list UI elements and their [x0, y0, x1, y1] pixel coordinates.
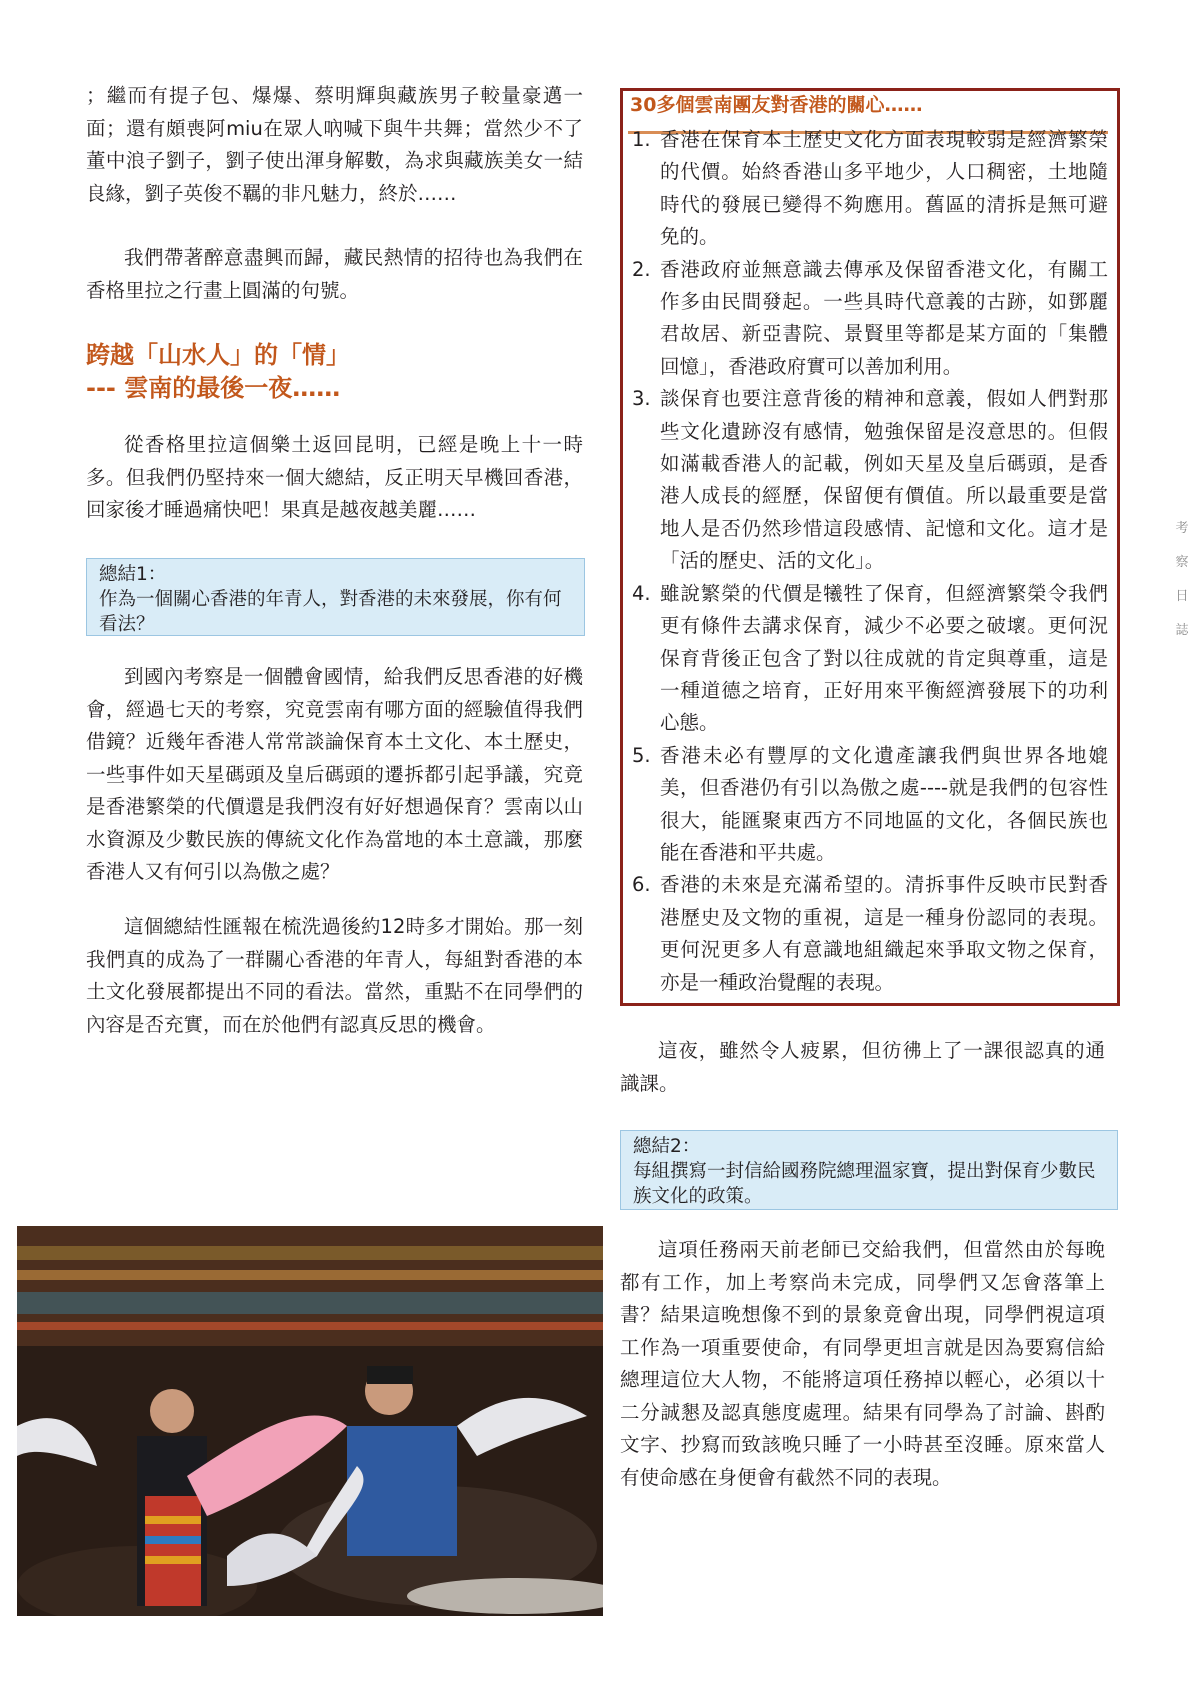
summary-box-1: [86, 558, 585, 636]
side-label-char: 考: [1175, 521, 1189, 536]
summary-1-title: 總結1：: [99, 564, 167, 585]
intro-paragraph: ；繼而有提子包、爆爆、蔡明輝與藏族男子較量豪邁一面；還有頗喪阿miu在眾人吶喊下與牛共舞；當然少不了董中浪子劉子，劉子使出渾身解數，為求與藏族美女一結良緣，劉子英俊不羈的非凡魅力，終於……: [86, 84, 583, 205]
dance-photo-illustration: [17, 1226, 603, 1616]
list-item: 2. 香港政府並無意識去傳承及保留香港文化，有關工作多由民間發起。一些具時代意義的古跡，如鄧麗君故居、新亞書院、景賢里等都是某方面的「集體回憶」，香港政府實可以善加利用。: [632, 257, 1108, 378]
side-label: [1174, 512, 1190, 648]
summary-1-body: 作為一個關心香港的年青人，對香港的未來發展，你有何看法？: [99, 589, 562, 635]
section-heading-line2: --- 雲南的最後一夜……: [86, 374, 341, 402]
concerns-box-title: 30多個雲南團友對香港的關心……: [630, 93, 928, 117]
list-item: 5. 香港未必有豐厚的文化遺產讓我們與世界各地媲美，但香港仍有引以為傲之處----就是我們的包容性很大，能匯聚東西方不同地區的文化，各個民族也能在香港和平共處。: [632, 743, 1108, 864]
section-heading-line1: 跨越「山水人」的「情」: [86, 341, 350, 369]
side-label-char: 日: [1175, 589, 1189, 604]
letter-paragraph: 這項任務兩天前老師已交給我們，但當然由於每晚都有工作，加上考察尚未完成，同學們又怎會落筆上書？結果這晚想像不到的景象竟會出現，同學們視這項工作為一項重要使命，有同學更坦言就是因為要寫信給總理這位大人物，不能將這項任務掉以輕心，必須以十二分誠懇及認真態度處理。結果有同學為了討論、斟酌文字、抄寫而致該晚只睡了一小時甚至沒睡。原來當人有使命感在身便會有截然不同的表現。: [620, 1238, 1105, 1489]
concerns-list: [630, 124, 1108, 999]
list-item: 6. 香港的未來是充滿希望的。清拆事件反映市民對香港歷史及文物的重視，這是一種身份認同的表現。更何況更多人有意識地組織起來爭取文物之保育，亦是一種政治覺醒的表現。: [632, 873, 1108, 994]
side-label-char: 察: [1175, 555, 1189, 570]
tired-paragraph: 這夜，雖然令人疲累，但彷彿上了一課很認真的通識課。: [620, 1039, 1105, 1095]
summary-box-2: [620, 1130, 1118, 1210]
report-paragraph: 這個總結性匯報在梳洗過後約12時多才開始。那一刻我們真的成為了一群關心香港的年青人，每組對香港的本土文化發展都提出不同的看法。當然，重點不在同學們的內容是否充實，而在於他們有認真反思的機會。: [86, 915, 583, 1036]
summary-2-body: 每組撰寫一封信給國務院總理溫家寶，提出對保育少數民族文化的政策。: [633, 1161, 1096, 1207]
list-item: 1. 香港在保育本土歷史文化方面表現較弱是經濟繁榮的代價。始終香港山多平地少，人口稠密，土地隨時代的發展已變得不夠應用。舊區的清拆是無可避免的。: [632, 128, 1108, 249]
return-paragraph: 我們帶著醉意盡興而歸，藏民熱情的招待也為我們在香格里拉之行畫上圓滿的句號。: [86, 246, 583, 302]
side-label-char: 誌: [1175, 623, 1189, 638]
list-item: 3. 談保育也要注意背後的精神和意義，假如人們對那些文化遺跡沒有感情，勉強保留是沒意思的。但假如滿載香港人的記載，例如天星及皇后碼頭，是香港人成長的經歷，保留便有價值。所以最重要是當地人是否仍然珍惜這段感情、記憶和文化。這才是「活的歷史、活的文化」。: [632, 387, 1108, 573]
list-item: 4. 雖說繁榮的代價是犧牲了保育，但經濟繁榮令我們更有條件去講求保育，減少不必要之破壞。更何況保育背後正包含了對以往成就的肯定與尊重，這是一種道德之培育，正好用來平衡經濟發展下的功利心態。: [632, 581, 1108, 735]
reflection-paragraph: 到國內考察是一個體會國情，給我們反思香港的好機會，經過七天的考察，究竟雲南有哪方面的經驗值得我們借鏡？近幾年香港人常常談論保育本土文化、本土歷史，一些事件如天星碼頭及皇后碼頭的遷拆都引起爭議，究竟是香港繁榮的代價還是我們沒有好好想過保育？雲南以山水資源及少數民族的傳統文化作為當地的本土意識，那麼香港人又有何引以為傲之處？: [86, 665, 583, 883]
dance-photo: [17, 1226, 603, 1616]
summary-2-title: 總結2：: [633, 1136, 701, 1157]
kunming-paragraph: 從香格里拉這個樂土返回昆明，已經是晚上十一時多。但我們仍堅持來一個大總結，反正明天早機回香港，回家後才睡過痛快吧！果真是越夜越美麗……: [86, 433, 583, 521]
section-heading: [86, 339, 586, 405]
